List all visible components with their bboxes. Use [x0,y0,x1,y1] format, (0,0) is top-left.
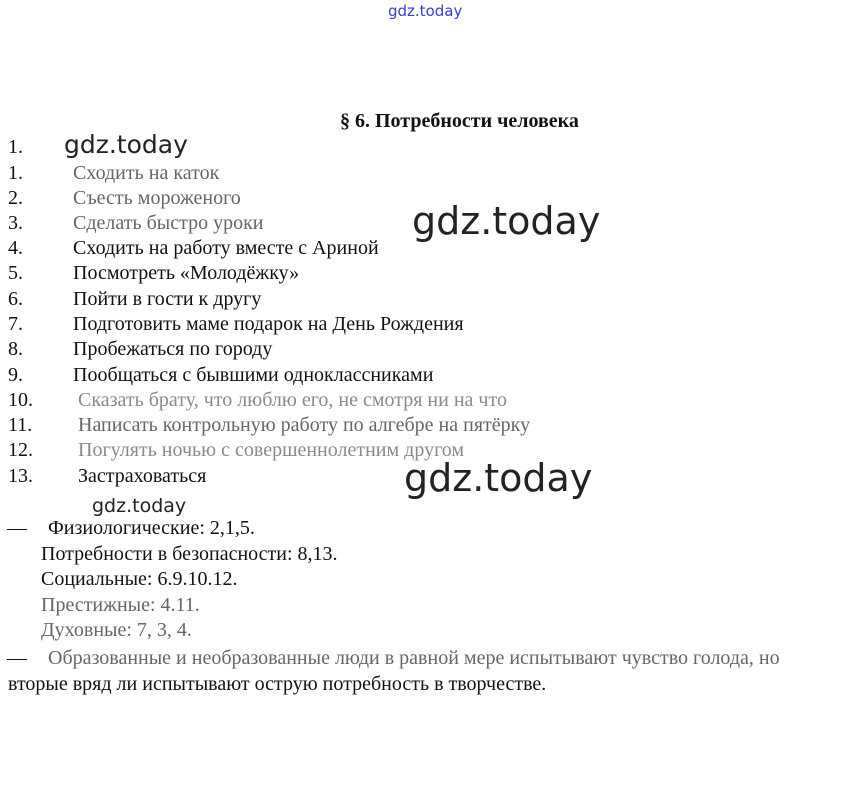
dash-marker: — [7,647,27,669]
list-item-number: 4. [8,237,23,259]
list-item-number: 10. [8,389,33,411]
list-item-text: Сказать брату, что люблю его, не смотря ни на что [78,389,507,411]
list-item-number: 12. [8,439,33,461]
list-item-number: 9. [8,364,23,386]
list-item-text: Застраховаться [78,465,207,487]
watermark-text: gdz.today [404,456,593,500]
list-item-number: 2. [8,187,23,209]
list-item-text: Написать контрольную работу по алгебре на пятёрку [78,414,531,436]
list-item-number: 3. [8,212,23,234]
list-item-text: Сходить на работу вместе с Ариной [73,237,379,259]
list-item-text: Сходить на каток [73,162,220,184]
watermark-text: gdz.today [92,495,187,517]
watermark-text: gdz.today [388,2,463,20]
list-item-text: Сделать быстро уроки [73,212,264,234]
list-item-number: 13. [8,465,33,487]
list-item-text: Пробежаться по городу [73,338,273,360]
list-item-text: Пойти в гости к другу [73,288,262,310]
list-item-number: 7. [8,313,23,335]
watermark-text: gdz.today [412,199,601,243]
paragraph-line: вторые вряд ли испытывают острую потребность в творчестве. [8,673,547,695]
list-heading-number: 1. [8,136,23,158]
list-item-number: 6. [8,288,23,310]
category-line: Духовные: 7, 3, 4. [41,619,192,641]
list-item-number: 8. [8,338,23,360]
watermark-text: gdz.today [64,130,188,159]
category-line: Социальные: 6.9.10.12. [41,568,238,590]
list-item-text: Съесть мороженого [73,187,241,209]
list-item-number: 1. [8,162,23,184]
list-item-number: 5. [8,262,23,284]
page-title: § 6. Потребности человека [340,110,579,132]
dash-marker: — [7,517,27,539]
list-item-text: Подготовить маме подарок на День Рождения [73,313,464,335]
category-line: Потребности в безопасности: 8,13. [41,543,338,565]
paragraph-line: Образованные и необразованные люди в равной мере испытывают чувство голода, но [48,647,780,669]
category-line: Престижные: 4.11. [41,594,200,616]
list-item-number: 11. [8,414,33,436]
list-item-text: Посмотреть «Молодёжку» [73,262,300,284]
list-item-text: Погулять ночью с совершеннолетним другом [78,439,465,461]
category-line: Физиологические: 2,1,5. [48,517,255,539]
list-item-text: Пообщаться с бывшими одноклассниками [73,364,434,386]
